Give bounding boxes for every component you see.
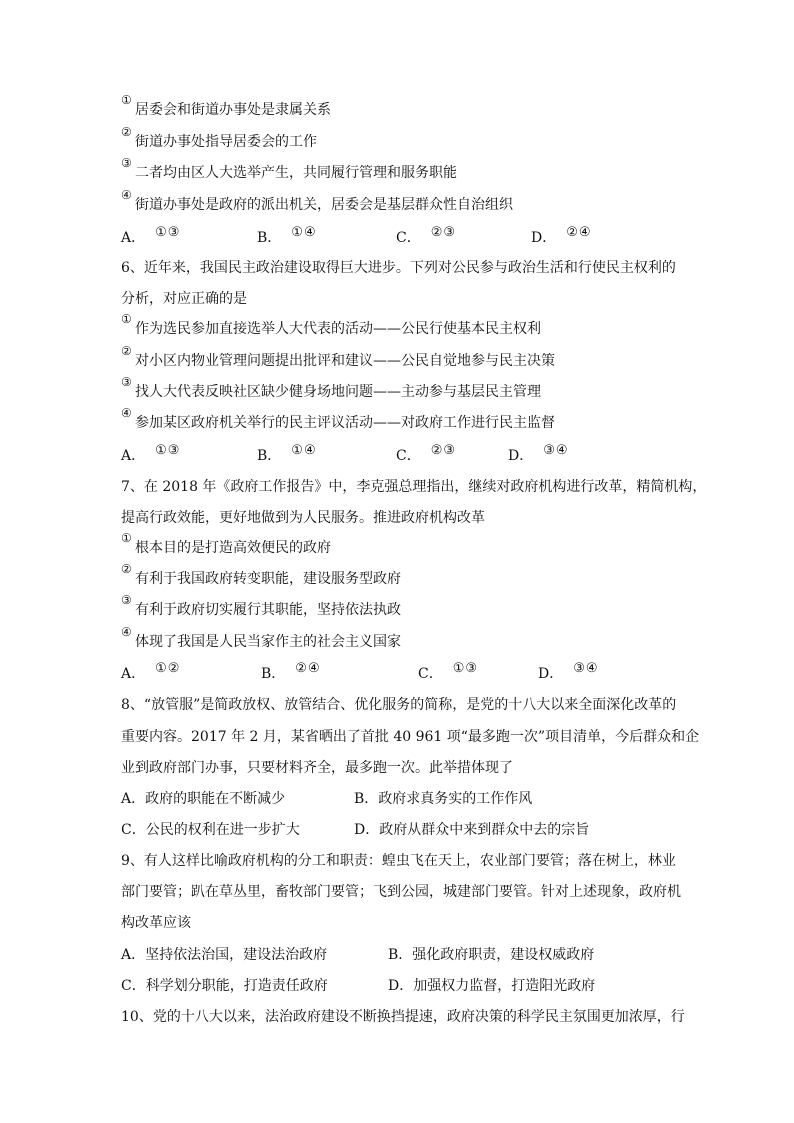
option-letter: A． <box>121 230 146 246</box>
q7-option-a <box>121 661 181 684</box>
option-value: ①④ <box>291 225 317 240</box>
q6-statement-2 <box>121 344 555 370</box>
q6-statement-1 <box>121 312 541 338</box>
circled-number: ② <box>121 125 132 139</box>
option-value: ②③ <box>430 443 457 458</box>
q8-stem-line-2: 重要内容。2017 年 2 月，某省晒出了首批 40 961 项“最多跑一次”项目清单，今后群众和企 <box>121 729 700 745</box>
q8-option-a: A．政府的职能在不断减少 <box>121 791 286 807</box>
circled-number: ① <box>121 312 132 326</box>
q9-option-d: D．加强权力监督，打造阳光政府 <box>388 978 596 994</box>
q5-option-b <box>257 225 317 248</box>
option-letter: C． <box>418 666 443 682</box>
circled-number: ① <box>121 531 132 545</box>
q5-option-c <box>396 225 457 248</box>
option-value: ③④ <box>543 443 569 458</box>
circled-number: ② <box>121 344 132 358</box>
q9-stem-line-1: 9、有人这样比喻政府机构的分工和职责：蝗虫飞在天上，农业部门要管；落在树上，林业 <box>121 853 676 869</box>
q5-statement-1 <box>121 93 331 119</box>
circled-number: ③ <box>121 593 132 607</box>
q6-option-d <box>508 443 569 466</box>
q7-option-c <box>418 661 479 684</box>
circled-number: ③ <box>121 375 132 389</box>
q8-option-c: C．公民的权利在进一步扩大 <box>121 822 300 838</box>
statement-text: 根本目的是打造高效便民的政府 <box>135 540 331 556</box>
circled-number: ③ <box>121 156 132 170</box>
q10-stem-line-1: 10、党的十八大以来，法治政府建设不断换挡提速，政府决策的科学民主氛围更加浓厚，行 <box>121 1009 685 1025</box>
circled-number: ④ <box>121 625 132 639</box>
option-letter: B． <box>257 448 282 464</box>
q6-stem-line-2: 分析，对应正确的是 <box>121 291 247 307</box>
q6-stem-line-1: 6、近年来，我国民主政治建设取得巨大进步。下列对公民参与政治生活和行使民主权利的 <box>121 260 676 276</box>
option-letter: C． <box>396 230 421 246</box>
statement-text: 参加某区政府机关举行的民主评议活动——对政府工作进行民主监督 <box>135 415 555 431</box>
option-value: ③④ <box>573 661 599 676</box>
option-value: ①③ <box>155 443 181 458</box>
option-value: ②④ <box>295 661 321 676</box>
statement-text: 有利于政府切实履行其职能，坚持依法执政 <box>135 602 401 618</box>
q9-option-c: C．科学划分职能，打造责任政府 <box>121 978 328 994</box>
option-letter: A． <box>121 666 146 682</box>
q7-option-b <box>261 661 321 684</box>
statement-text: 找人大代表反映社区缺少健身场地问题——主动参与基层民主管理 <box>135 384 541 400</box>
q9-option-a: A．坚持依法治国，建设法治政府 <box>121 947 328 963</box>
statement-text: 对小区内物业管理问题提出批评和建议——公民自觉地参与民主决策 <box>135 353 555 369</box>
q9-stem-line-3: 构改革应该 <box>121 915 191 931</box>
option-value: ②③ <box>430 225 457 240</box>
option-value: ①② <box>155 661 181 676</box>
statement-text: 二者均由区人大选举产生，共同履行管理和服务职能 <box>135 165 457 181</box>
q6-statement-4 <box>121 406 555 432</box>
statement-text: 有利于我国政府转变职能，建设服务型政府 <box>135 571 401 587</box>
q5-option-a <box>121 225 181 248</box>
statement-text: 街道办事处指导居委会的工作 <box>135 134 317 150</box>
q7-statement-1 <box>121 531 331 557</box>
statement-text: 作为选民参加直接选举人大代表的活动——公民行使基本民主权利 <box>135 321 541 337</box>
q5-statement-4 <box>121 188 513 214</box>
q9-stem-line-2: 部门要管；趴在草丛里，畜牧部门要管；飞到公园，城建部门要管。针对上述现象，政府机 <box>121 884 681 900</box>
statement-text: 街道办事处是政府的派出机关，居委会是基层群众性自治组织 <box>135 197 513 213</box>
option-value: ②④ <box>566 225 592 240</box>
q9-option-b: B．强化政府职责，建设权威政府 <box>388 947 595 963</box>
option-letter: A． <box>121 448 146 464</box>
statement-text: 体现了我国是人民当家作主的社会主义国家 <box>135 634 401 650</box>
option-letter: D． <box>508 448 534 464</box>
q6-option-c <box>396 443 457 466</box>
q6-option-a <box>121 443 181 466</box>
q8-stem-line-1: 8、“放管服”是简政放权、放管结合、优化服务的简称，是党的十八大以来全面深化改革的 <box>121 697 677 713</box>
option-value: ①③ <box>452 661 479 676</box>
option-letter: D． <box>531 230 557 246</box>
circled-number: ④ <box>121 406 132 420</box>
q7-statement-3 <box>121 593 401 619</box>
q8-stem-line-3: 业到政府部门办事，只要材料齐全，最多跑一次。此举措体现了 <box>121 760 513 776</box>
q5-option-d <box>531 225 592 248</box>
q8-option-b: B．政府求真务实的工作作风 <box>354 791 533 807</box>
q8-option-d: D．政府从群众中来到群众中去的宗旨 <box>354 822 590 838</box>
q6-option-b <box>257 443 317 466</box>
q7-statement-4 <box>121 625 401 651</box>
circled-number: ④ <box>121 188 132 202</box>
q5-statement-2 <box>121 125 317 151</box>
option-letter: B． <box>261 666 286 682</box>
option-letter: B． <box>257 230 282 246</box>
q5-statement-3 <box>121 156 457 182</box>
q7-stem-line-1: 7、在 2018 年《政府工作报告》中，李克强总理指出，继续对政府机构进行改革，精简机构， <box>121 479 707 495</box>
q7-option-d <box>538 661 599 684</box>
circled-number: ① <box>121 93 132 107</box>
option-value: ①④ <box>291 443 317 458</box>
option-letter: C． <box>396 448 421 464</box>
statement-text: 居委会和街道办事处是隶属关系 <box>135 102 331 118</box>
q7-statement-2 <box>121 562 401 588</box>
circled-number: ② <box>121 562 132 576</box>
option-letter: D． <box>538 666 564 682</box>
option-value: ①③ <box>155 225 181 240</box>
q6-statement-3 <box>121 375 541 401</box>
q7-stem-line-2: 提高行政效能，更好地做到为人民服务。推进政府机构改革 <box>121 510 485 526</box>
